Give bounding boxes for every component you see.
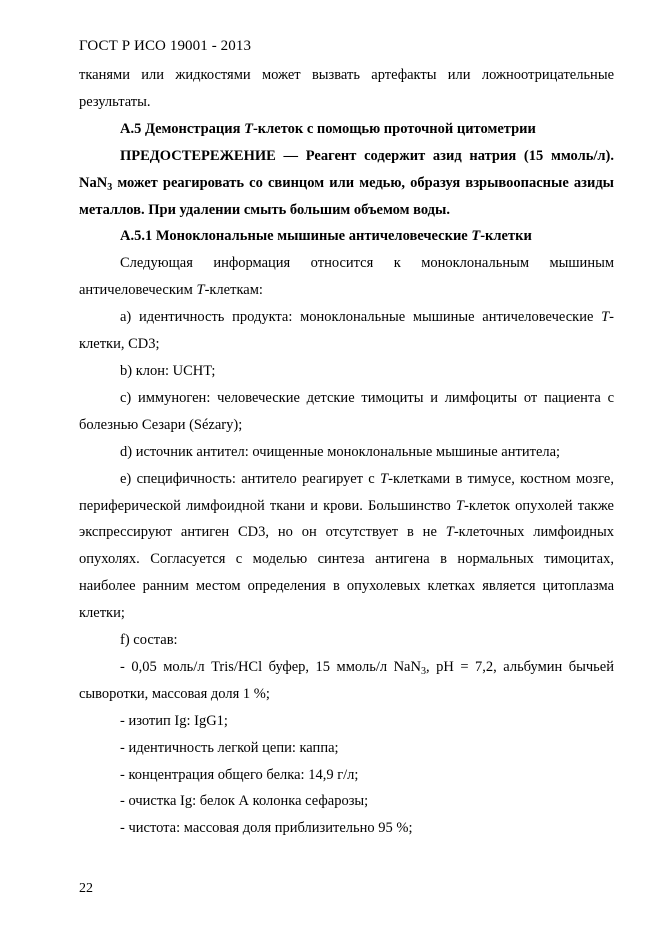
page-number: 22 xyxy=(79,881,93,896)
intro-paragraph: Следующая информация относится к моноклональным мышиным античеловеческим Т-клеткам: xyxy=(79,255,614,299)
composition-item-isotype: - изотип Ig: IgG1; xyxy=(120,712,228,729)
list-item-c: с) иммуноген: человеческие детские тимоциты и лимфоциты от пациента с болезнью Сезари (Sézary); xyxy=(79,389,614,433)
list-item-a: а) идентичность продукта: моноклональные мышиные античеловеческие Т-клетки, CD3; xyxy=(79,309,614,353)
list-item-b: b) клон: UCHT; xyxy=(120,362,216,379)
list-item-e: е) специфичность: антитело реагирует с Т-клетками в тимусе, костном мозге, периферической лимфоидной ткани и крови. Большинство Т-клеток опухолей также экспрессируют антиген CD3, но он отсутствует в не Т-клеточных лимфоидных опухолях. Согласуется с моделью синтеза антигена в нормальных тимоцитах, наиболее ранним местом определения в опухолевых клетках является цитоплазма клетки; xyxy=(79,470,614,622)
section-heading-a51: А.5.1 Моноклональные мышиные античеловеческие Т-клетки xyxy=(120,228,532,245)
list-item-f: f) состав: xyxy=(120,632,178,649)
composition-item-purification: - очистка Ig: белок А колонка сефарозы; xyxy=(120,793,369,810)
list-item-d: d) источник антител: очищенные моноклональные мышиные антитела; xyxy=(120,443,561,460)
composition-item-buffer: - 0,05 моль/л Tris/HCl буфер, 15 ммоль/л NaN$_3$, рН = 7,2, альбумин бычьей сыворотки, массовая доля 1 %; xyxy=(79,658,614,702)
section-heading-a5: А.5 Демонстрация Т-клеток с помощью проточной цитометрии xyxy=(120,120,536,137)
composition-item-protein: - концентрация общего белка: 14,9 г/л; xyxy=(120,766,359,783)
composition-item-purity: - чистота: массовая доля приблизительно 95 %; xyxy=(120,820,413,837)
warning-paragraph: ПРЕДОСТЕРЕЖЕНИЕ — Реагент содержит азид натрия (15 ммоль/л). NaN$_3$ может реагировать со свинцом или медью, образуя взрывоопасные азиды металлов. При удалении смыть большим объемом воды. xyxy=(79,147,614,218)
document-body xyxy=(79,62,614,842)
paragraph-continuation: тканями или жидкостями может вызвать артефакты или ложноотрицательные результаты. xyxy=(79,67,614,110)
composition-item-light-chain: - идентичность легкой цепи: каппа; xyxy=(120,739,339,756)
document-header: ГОСТ Р ИСО 19001 - 2013 xyxy=(79,38,252,54)
